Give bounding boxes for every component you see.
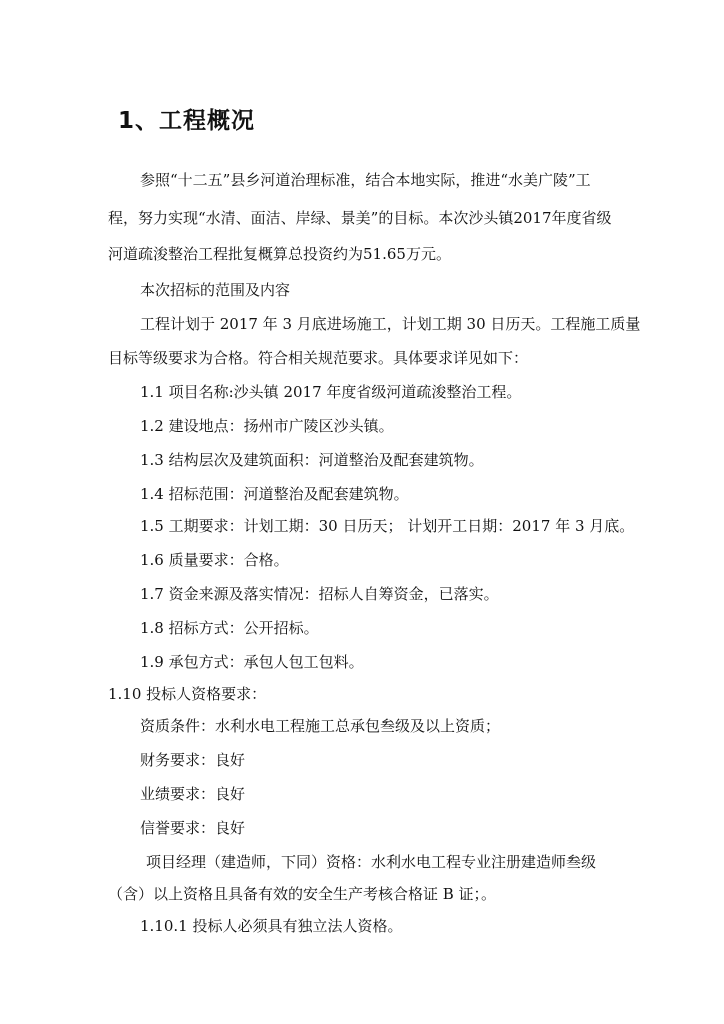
qualification-line: 项目经理（建造师，下同）资格：水利水电工程专业注册建造师叁级 bbox=[146, 853, 597, 871]
paragraph-line: 工程计划于 2017 年 3 月底进场施工，计划工期 30 日历天。工程施工质量 bbox=[140, 315, 641, 333]
paragraph-line: 河道疏浚整治工程批复概算总投资约为51.65万元。 bbox=[108, 245, 451, 263]
list-item: 1.10.1 投标人必须具有独立法人资格。 bbox=[140, 917, 403, 935]
list-item: 1.1 项目名称:沙头镇 2017 年度省级河道疏浚整治工程。 bbox=[140, 383, 522, 401]
list-item: 1.4 招标范围：河道整治及配套建筑物。 bbox=[140, 485, 409, 503]
list-item: 1.8 招标方式：公开招标。 bbox=[140, 619, 319, 637]
list-item: 1.3 结构层次及建筑面积：河道整治及配套建筑物。 bbox=[140, 451, 484, 469]
qualification-line: 财务要求：良好 bbox=[140, 751, 246, 769]
list-item: 1.9 承包方式：承包人包工包料。 bbox=[140, 653, 364, 671]
qualification-line: （含）以上资格且具备有效的安全生产考核合格证 B 证；。 bbox=[108, 885, 497, 903]
qualification-line: 信誉要求：良好 bbox=[140, 819, 246, 837]
paragraph-line: 本次招标的范围及内容 bbox=[140, 281, 291, 299]
section-title: 1、工程概况 bbox=[118, 108, 256, 134]
list-item: 1.10 投标人资格要求： bbox=[108, 685, 267, 703]
paragraph-line: 参照“十二五”县乡河道治理标准，结合本地实际，推进“水美广陵”工 bbox=[140, 171, 591, 189]
list-item: 1.7 资金来源及落实情况：招标人自筹资金，已落实。 bbox=[140, 585, 499, 603]
list-item: 1.6 质量要求：合格。 bbox=[140, 551, 289, 569]
qualification-line: 资质条件：水利水电工程施工总承包叁级及以上资质； bbox=[140, 717, 501, 735]
list-item: 1.5 工期要求：计划工期：30 日历天； 计划开工日期：2017 年 3 月底。 bbox=[140, 517, 635, 535]
qualification-line: 业绩要求：良好 bbox=[140, 785, 246, 803]
paragraph-line: 程，努力实现“水清、面洁、岸绿、景美”的目标。本次沙头镇2017年度省级 bbox=[108, 209, 612, 227]
list-item: 1.2 建设地点：扬州市广陵区沙头镇。 bbox=[140, 417, 394, 435]
paragraph-line: 目标等级要求为合格。符合相关规范要求。具体要求详见如下： bbox=[108, 349, 529, 367]
